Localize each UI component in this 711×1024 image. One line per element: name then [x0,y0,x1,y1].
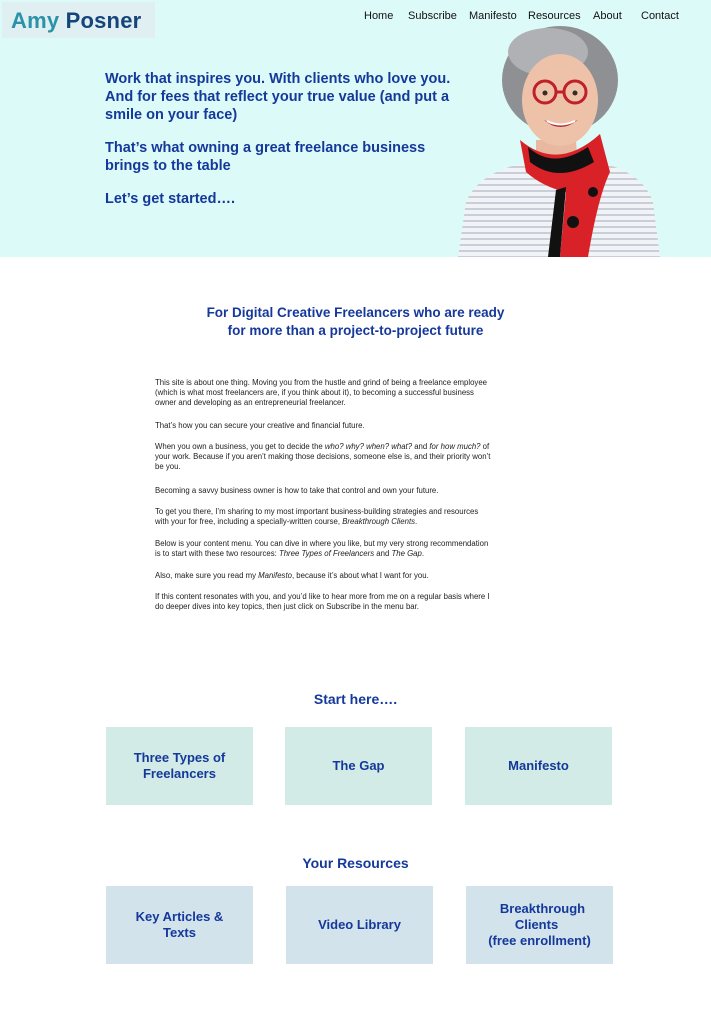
nav-about[interactable]: About [593,10,622,22]
hero-line: Let’s get started…. [105,191,235,207]
hero-line: That’s what owning a great freelance business [105,140,426,156]
nav-manifesto[interactable]: Manifesto [469,10,517,22]
start-here-heading: Start here…. [313,691,398,707]
intro-title [0,304,711,340]
card-video-library[interactable] [286,886,433,964]
body-line: Below is your content menu. You can dive in where you like, but my very strong recommendation [155,539,489,548]
body-text: When you own a business, you get to decide the [155,442,325,451]
body-text: Also, make sure you read my [155,571,259,580]
body-line: This site is about one thing. Moving you from the hustle and grind of being a freelance employee [155,378,487,387]
paragraph-8 [155,592,550,612]
card-label [124,909,236,941]
hero-banner [0,0,711,257]
paragraph-5 [155,507,550,527]
card-label-line: Breakthrough Clients [499,901,586,932]
body-text: is to start with these two resources: [155,549,279,558]
card-label [122,750,238,782]
card-key-articles-texts[interactable] [106,886,253,964]
body-text: and [374,549,392,558]
hero-subheadline [105,139,425,175]
body-text: of [480,442,490,451]
body-emphasis[interactable]: Manifesto [258,571,292,580]
body-line [155,442,550,452]
paragraph-3 [155,442,550,472]
hero-line: Work that inspires you. With clients who love you. [105,71,451,87]
body-line: (which is what most freelancers are, if you think about it), to becoming a successful business [155,388,474,397]
body-line: That’s how you can secure your creative and financial future. [155,421,365,430]
paragraph-2 [155,421,550,431]
card-label-line: Three Types of [133,750,226,765]
paragraph-7 [155,571,550,581]
body-emphasis: who? why? when? what? [324,442,413,451]
hero-line: And for fees that reflect your true value (and put a [105,89,450,105]
body-line: owner and developing as an entrepreneurial freelancer. [155,398,346,407]
resources-heading: Your Resources [302,855,409,871]
card-the-gap[interactable] [285,727,432,805]
body-text: . [421,549,424,558]
body-line: To get you there, I’m sharing to my most important business-building strategies and resources [155,507,479,516]
card-label-line: Texts [162,925,196,940]
card-label: The Gap [332,758,385,773]
nav-resources[interactable]: Resources [528,10,581,22]
brand-last-name: Posner [65,8,142,33]
body-line: your work. Because if you aren’t making those decisions, someone else is, and their priority won’t [155,452,491,461]
hero-cta-text [105,190,235,208]
card-label: Manifesto [508,758,569,773]
card-manifesto[interactable] [465,727,612,805]
body-text: and [412,442,430,451]
card-three-types-of-freelancers[interactable] [106,727,253,805]
body-line [155,549,550,559]
body-emphasis[interactable]: Breakthrough Clients [342,517,416,526]
brand-first-name: Amy [11,8,60,33]
body-emphasis[interactable]: Three Types of Freelancers [278,549,375,558]
body-emphasis: for how much? [429,442,481,451]
paragraph-6 [155,539,550,559]
body-emphasis[interactable]: The Gap [391,549,422,558]
body-line: be you. [155,462,181,471]
nav-contact[interactable]: Contact [641,10,679,22]
body-text: , because it’s about what I want for you. [291,571,429,580]
body-line: do deeper dives into key topics, then just click on Subscribe in the menu bar. [155,602,419,611]
card-label: Video Library [318,917,401,932]
paragraph-4 [155,486,550,496]
paragraph-1 [155,378,550,408]
hero-headline [105,70,450,124]
body-line [155,571,550,581]
card-breakthrough-clients[interactable] [466,886,613,964]
body-line: If this content resonates with you, and you’d like to hear more from me on a regular basis where I [155,592,490,601]
body-text: with your for free, including a specially-written course, [155,517,343,526]
intro-title-line: For Digital Creative Freelancers who are ready [206,305,505,320]
body-text: . [415,517,418,526]
intro-title-line: for more than a project-to-project future [227,323,484,338]
body-line [155,517,550,527]
nav-home[interactable]: Home [364,10,394,22]
card-label-line: Key Articles & [135,909,224,924]
hero-line: smile on your face) [105,107,238,123]
body-line: Becoming a savvy business owner is how to take that control and own your future. [155,486,439,495]
hero-line: brings to the table [105,158,231,174]
portrait-photo [448,22,663,257]
nav-subscribe[interactable]: Subscribe [408,10,457,22]
card-label-line: (free enrollment) [488,933,591,948]
card-label [466,901,613,949]
card-label-line: Freelancers [142,766,216,781]
